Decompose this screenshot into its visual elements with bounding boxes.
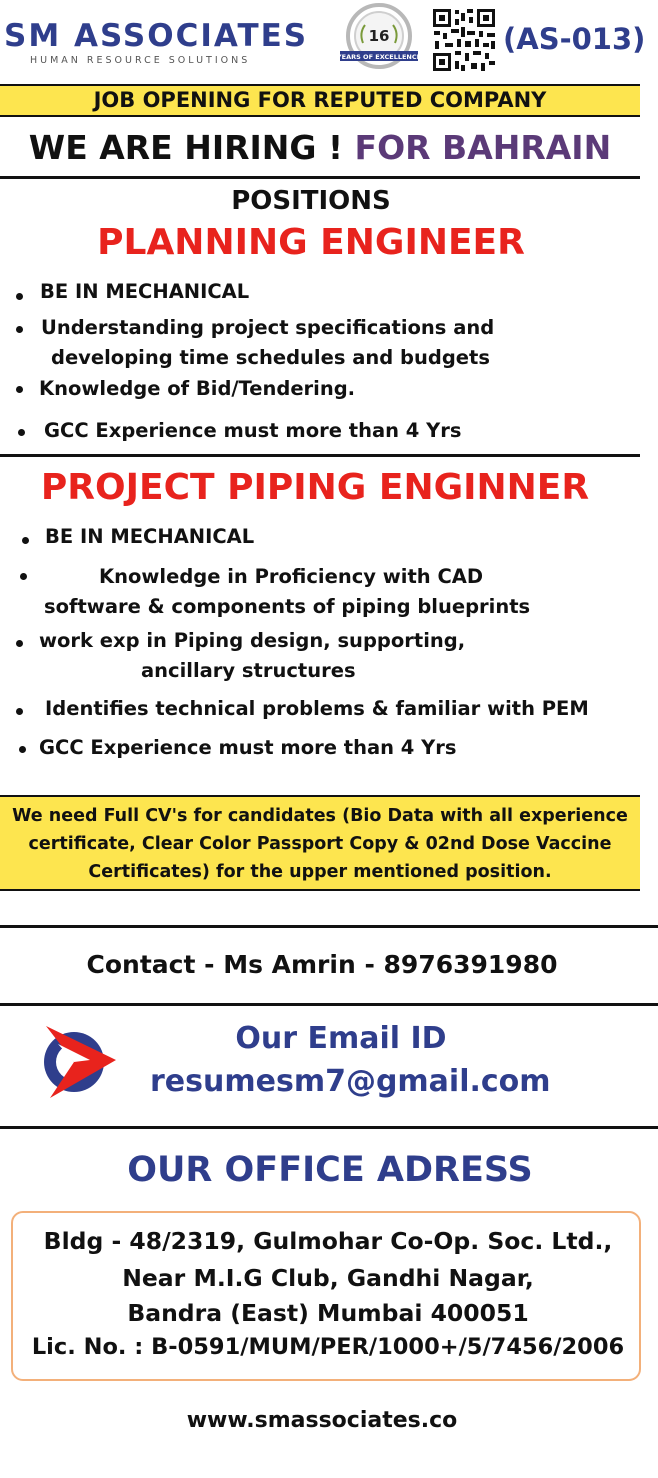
office-address-title: OUR OFFICE ADRESS — [127, 1150, 533, 1190]
positions-label: POSITIONS — [231, 186, 391, 216]
position-title-piping: PROJECT PIPING ENGINNER — [40, 467, 590, 508]
bullet-dot — [16, 326, 23, 333]
contact-phone[interactable]: Contact - Ms Amrin - 8976391980 — [86, 950, 558, 979]
ad-code: (AS-013) — [503, 22, 646, 56]
requirement-text: Understanding project specifications and — [41, 316, 495, 339]
address-line: Bldg - 48/2319, Gulmohar Co-Op. Soc. Ltd., — [43, 1227, 613, 1255]
note-line: certificate, Clear Color Passport Copy & 02nd Dose Vaccine — [28, 834, 612, 854]
requirement-text: BE IN MECHANICAL — [45, 525, 255, 548]
badge-number: 16 — [368, 27, 390, 45]
requirement-text-continued: software & components of piping blueprints — [44, 595, 531, 618]
cv-requirements-note — [0, 795, 640, 891]
requirement-text: BE IN MECHANICAL — [40, 280, 250, 303]
divider — [0, 1003, 658, 1006]
requirement-text: GCC Experience must more than 4 Yrs — [44, 419, 462, 442]
bullet-dot — [19, 746, 26, 753]
hiring-prefix: WE ARE HIRING ! — [28, 128, 344, 167]
hiring-location: FOR BAHRAIN — [354, 128, 612, 167]
company-name: SM ASSOCIATES — [4, 18, 309, 54]
bullet-dot — [20, 573, 27, 580]
divider — [0, 925, 658, 928]
job-opening-banner — [0, 84, 640, 117]
requirement-text: Knowledge in Proficiency with CAD — [99, 565, 484, 588]
excellence-badge — [338, 3, 420, 71]
requirement-text-continued: developing time schedules and budgets — [51, 346, 490, 369]
email-label: Our Email ID — [235, 1021, 447, 1056]
address-line: Near M.I.G Club, Gandhi Nagar, — [122, 1264, 534, 1292]
requirement-text: Identifies technical problems & familiar with PEM — [45, 697, 589, 720]
bullet-dot — [16, 293, 23, 300]
website-link[interactable]: www.smassociates.co — [186, 1408, 458, 1433]
note-line: We need Full CV's for candidates (Bio Data with all experience — [12, 806, 628, 826]
bullet-dot — [16, 386, 23, 393]
bullet-dot — [16, 640, 23, 647]
email-link[interactable]: resumesm7@gmail.com — [150, 1064, 551, 1099]
requirement-text: Knowledge of Bid/Tendering. — [39, 377, 356, 400]
qr-code-icon — [431, 7, 497, 73]
note-line: Certificates) for the upper mentioned position. — [88, 862, 552, 882]
bullet-dot — [22, 537, 29, 544]
banner-text: JOB OPENING FOR REPUTED COMPANY — [93, 88, 547, 112]
requirement-text: work exp in Piping design, supporting, — [39, 629, 466, 652]
office-address-box — [11, 1211, 641, 1381]
badge-text: YEARS OF EXCELLENCE — [338, 53, 420, 61]
bullet-dot — [18, 429, 25, 436]
divider — [0, 1126, 658, 1129]
divider — [0, 454, 640, 457]
position-title-planning: PLANNING ENGINEER — [97, 222, 525, 263]
requirement-text-continued: ancillary structures — [141, 659, 356, 682]
license-number: Lic. No. : B-0591/MUM/PER/1000+/5/7456/2006 — [31, 1334, 625, 1360]
hiring-headline — [0, 128, 640, 167]
company-tagline: HUMAN RESOURCE SOLUTIONS — [30, 55, 251, 66]
requirement-text: GCC Experience must more than 4 Yrs — [39, 736, 457, 759]
divider — [0, 176, 640, 179]
bullet-dot — [16, 708, 23, 715]
company-logo-icon — [38, 1024, 120, 1100]
address-line: Bandra (East) Mumbai 400051 — [127, 1299, 529, 1327]
